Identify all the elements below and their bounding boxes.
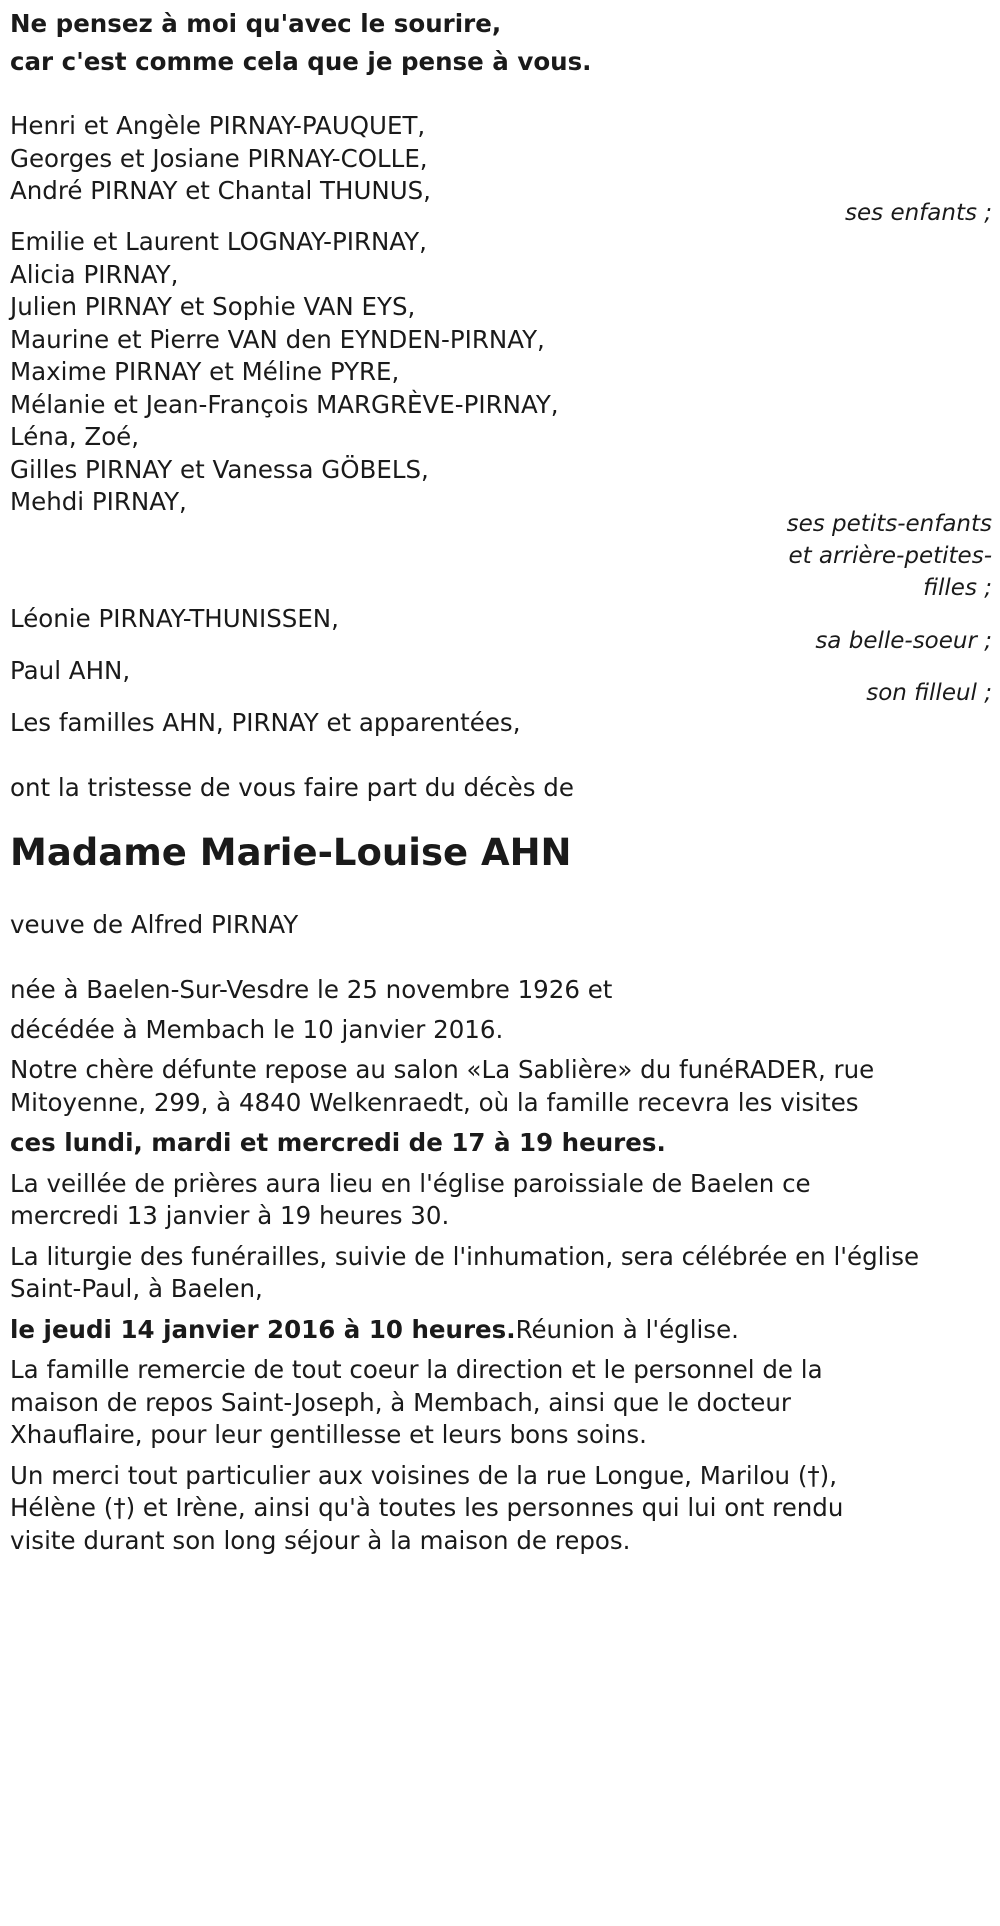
godson-label: son filleul ;	[866, 680, 992, 706]
announcement: ont la tristesse de vous faire part du décès de	[10, 773, 574, 802]
special-thanks-line-3: visite durant son long séjour à la maison de repos.	[10, 1526, 631, 1555]
grandchild-5: Maxime PIRNAY et Méline PYRE,	[10, 357, 400, 386]
thanks-line-3: Xhauflaire, pour leur gentillesse et leurs bons soins.	[10, 1420, 647, 1449]
sister-in-law: Léonie PIRNAY-THUNISSEN,	[10, 604, 339, 633]
quote-line-1: Ne pensez à moi qu'avec le sourire,	[10, 9, 502, 38]
grandchild-9: Mehdi PIRNAY,	[10, 487, 187, 516]
meeting-place: Réunion à l'église.	[515, 1315, 739, 1344]
sister-in-law-label: sa belle-soeur ;	[815, 628, 992, 654]
widow-of: veuve de Alfred PIRNAY	[10, 910, 299, 939]
families: Les familles AHN, PIRNAY et apparentées,	[10, 708, 521, 737]
deceased-name: Madame Marie-Louise AHN	[10, 831, 572, 874]
thanks-line-1: La famille remercie de tout coeur la direction et le personnel de la	[10, 1355, 823, 1384]
child-3: André PIRNAY et Chantal THUNUS,	[10, 176, 431, 205]
children-label: ses enfants ;	[845, 200, 992, 226]
rest-line-1: Notre chère défunte repose au salon «La Sablière» du funéRADER, rue	[10, 1055, 875, 1084]
funeral-date-line	[10, 1310, 739, 1350]
visits-hours: ces lundi, mardi et mercredi de 17 à 19 heures.	[10, 1128, 666, 1157]
vigil-line-1: La veillée de prières aura lieu en l'église paroissiale de Baelen ce	[10, 1169, 811, 1198]
grandchild-6: Mélanie et Jean-François MARGRÈVE-PIRNAY,	[10, 390, 559, 419]
child-1: Henri et Angèle PIRNAY-PAUQUET,	[10, 111, 426, 140]
godson: Paul AHN,	[10, 656, 131, 685]
special-thanks-line-2: Hélène (†) et Irène, ainsi qu'à toutes les personnes qui lui ont rendu	[10, 1493, 844, 1522]
grandchildren-label-3: filles ;	[923, 575, 992, 601]
grandchildren-label-1: ses petits-enfants	[786, 511, 992, 537]
death-info: décédée à Membach le 10 janvier 2016.	[10, 1015, 504, 1044]
grandchildren-label-2: et arrière-petites-	[788, 543, 992, 569]
grandchild-7: Léna, Zoé,	[10, 422, 140, 451]
liturgy-line-2: Saint-Paul, à Baelen,	[10, 1274, 263, 1303]
child-2: Georges et Josiane PIRNAY-COLLE,	[10, 144, 428, 173]
grandchild-2: Alicia PIRNAY,	[10, 260, 179, 289]
special-thanks-line-1: Un merci tout particulier aux voisines de la rue Longue, Marilou (†),	[10, 1461, 837, 1490]
funeral-date: le jeudi 14 janvier 2016 à 10 heures.	[10, 1315, 516, 1344]
thanks-line-2: maison de repos Saint-Joseph, à Membach, ainsi que le docteur	[10, 1388, 791, 1417]
rest-line-2: Mitoyenne, 299, à 4840 Welkenraedt, où la famille recevra les visites	[10, 1088, 859, 1117]
quote-line-2: car c'est comme cela que je pense à vous.	[10, 47, 592, 76]
liturgy-line-1: La liturgie des funérailles, suivie de l'inhumation, sera célébrée en l'église	[10, 1242, 920, 1271]
birth-info: née à Baelen-Sur-Vesdre le 25 novembre 1926 et	[10, 975, 613, 1004]
grandchild-4: Maurine et Pierre VAN den EYNDEN-PIRNAY,	[10, 325, 545, 354]
vigil-line-2: mercredi 13 janvier à 19 heures 30.	[10, 1201, 450, 1230]
grandchild-1: Emilie et Laurent LOGNAY-PIRNAY,	[10, 227, 427, 256]
grandchild-3: Julien PIRNAY et Sophie VAN EYS,	[10, 292, 416, 321]
grandchild-8: Gilles PIRNAY et Vanessa GÖBELS,	[10, 455, 429, 484]
